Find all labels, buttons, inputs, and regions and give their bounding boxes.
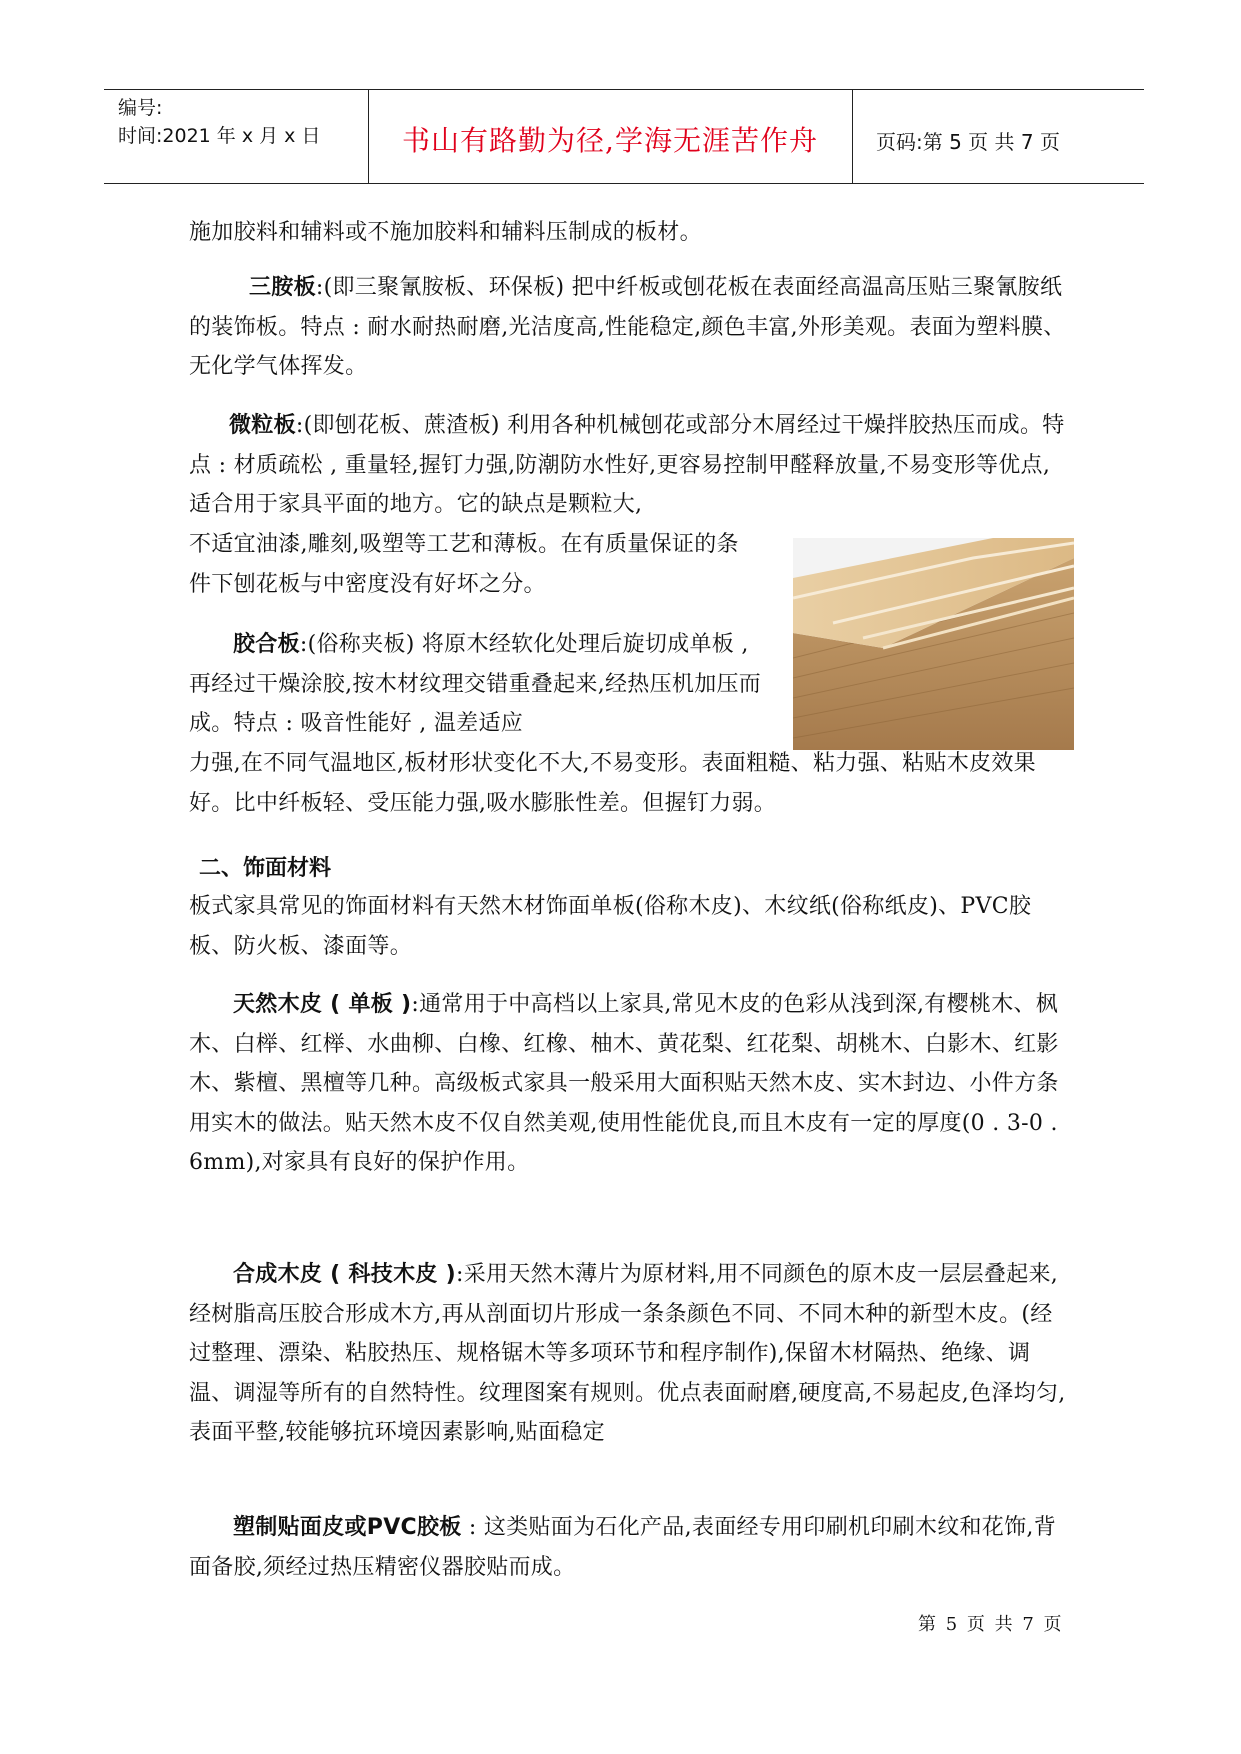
paragraph-melamine-board	[189, 268, 1069, 387]
section-heading-finish-materials: 二、饰面材料	[199, 856, 332, 881]
paragraph-particle-board	[189, 406, 1069, 525]
term-melamine-board: 三胺板	[249, 275, 316, 300]
paragraph-text: 板式家具常见的饰面材料有天然木材饰面单板(俗称木皮)、木纹纸(俗称纸皮)、PVC胶板、防火板、漆面等。	[189, 894, 1032, 959]
header-page-number: 页码:第 5 页 共 7 页	[876, 130, 1060, 154]
paragraph-text: :通常用于中高档以上家具,常见木皮的色彩从浅到深,有樱桃木、枫木、白榉、红榉、水曲柳、白橡、红橡、柚木、黄花梨、红花梨、胡桃木、白影木、红影木、紫檀、黑檀等几种。高级板式家具一般采用大面积贴天然木皮、实木封边、小件方条用实木的做法。贴天然木皮不仅自然美观,使用性能优良,而且木皮有一定的厚度(0 . 3-0 . 6mm),对家具有良好的保护作用。	[189, 992, 1059, 1175]
doc-number-label: 编号:	[118, 97, 163, 119]
header-divider	[852, 90, 853, 183]
page-header	[104, 89, 1144, 184]
paragraph-text: :(俗称夹板) 将原木经软化处理后旋切成单板 , 再经过干燥涂胶,按木材纹理交错重叠起来,经热压机加压而成。特点 : 吸音性能好 , 温差适应	[189, 632, 762, 736]
paragraph-finish-intro	[189, 887, 1059, 966]
paragraph-natural-veneer	[189, 985, 1069, 1183]
paragraph-particle-board-cont	[189, 525, 761, 604]
paragraph-text: :(即三聚氰胺板、环保板) 把中纤板或刨花板在表面经高温高压贴三聚氰胺纸的装饰板。特点 : 耐水耐热耐磨,光洁度高,性能稳定,颜色丰富,外形美观。表面为塑料膜、无化学气体挥发。	[189, 275, 1066, 379]
doc-time-label: 时间:2021 年 x 月 x 日	[118, 125, 321, 147]
paragraph-pvc-sheet	[189, 1508, 1069, 1587]
paragraph-plywood	[189, 625, 773, 744]
paragraph-text: 力强,在不同气温地区,板材形状变化不大,不易变形。表面粗糙、粘力强、粘贴木皮效果好。比中纤板轻、受压能力强,吸水膨胀性差。但握钉力弱。	[189, 751, 1036, 816]
header-motto: 书山有路勤为径,学海无涯苦作舟	[402, 124, 818, 157]
term-synthetic-veneer: 合成木皮 ( 科技木皮 )	[233, 1262, 456, 1287]
term-particle-board: 微粒板	[229, 413, 296, 438]
paragraph-plywood-cont	[189, 744, 1069, 823]
header-meta	[118, 94, 320, 150]
paragraph-text: :采用天然木薄片为原材料,用不同颜色的原木皮一层层叠起来,经树脂高压胶合形成木方,再从剖面切片形成一条条颜色不同、不同木种的新型木皮。(经过整理、漂染、粘胶热压、规格锯木等多项环节和程序制作),保留木材隔热、绝缘、调温、调湿等所有的自然特性。纹理图案有规则。优点表面耐磨,硬度高,不易起皮,色泽均匀,表面平整,较能够抗环境因素影响,贴面稳定	[189, 1262, 1066, 1445]
paragraph-text: 不适宜油漆,雕刻,吸塑等工艺和薄板。在有质量保证的条件下刨花板与中密度没有好坏之分。	[189, 532, 739, 597]
paragraph-text: :(即刨花板、蔗渣板) 利用各种机械刨花或部分木屑经过干燥拌胶热压而成。特点 : 材质疏松 , 重量轻,握钉力强,防潮防水性好,更容易控制甲醛释放量,不易变形等优点,适合用于家具平面的地方。它的缺点是颗粒大,	[189, 413, 1065, 517]
paragraph-synthetic-veneer	[189, 1255, 1069, 1453]
paragraph-board-intro	[189, 213, 1069, 253]
plywood-stack-image	[793, 538, 1074, 750]
paragraph-text: : 这类贴面为石化产品,表面经专用印刷机印刷木纹和花饰,背面备胶,须经过热压精密仪器胶贴而成。	[189, 1515, 1056, 1580]
term-pvc-sheet: 塑制贴面皮或PVC胶板	[233, 1515, 462, 1540]
plywood-stack-photo	[793, 538, 1074, 750]
paragraph-text: 施加胶料和辅料或不施加胶料和辅料压制成的板材。	[189, 220, 702, 245]
term-plywood: 胶合板	[233, 632, 300, 657]
page-footer-number: 第 5 页 共 7 页	[918, 1614, 1064, 1635]
term-natural-veneer: 天然木皮 ( 单板 )	[233, 992, 412, 1017]
